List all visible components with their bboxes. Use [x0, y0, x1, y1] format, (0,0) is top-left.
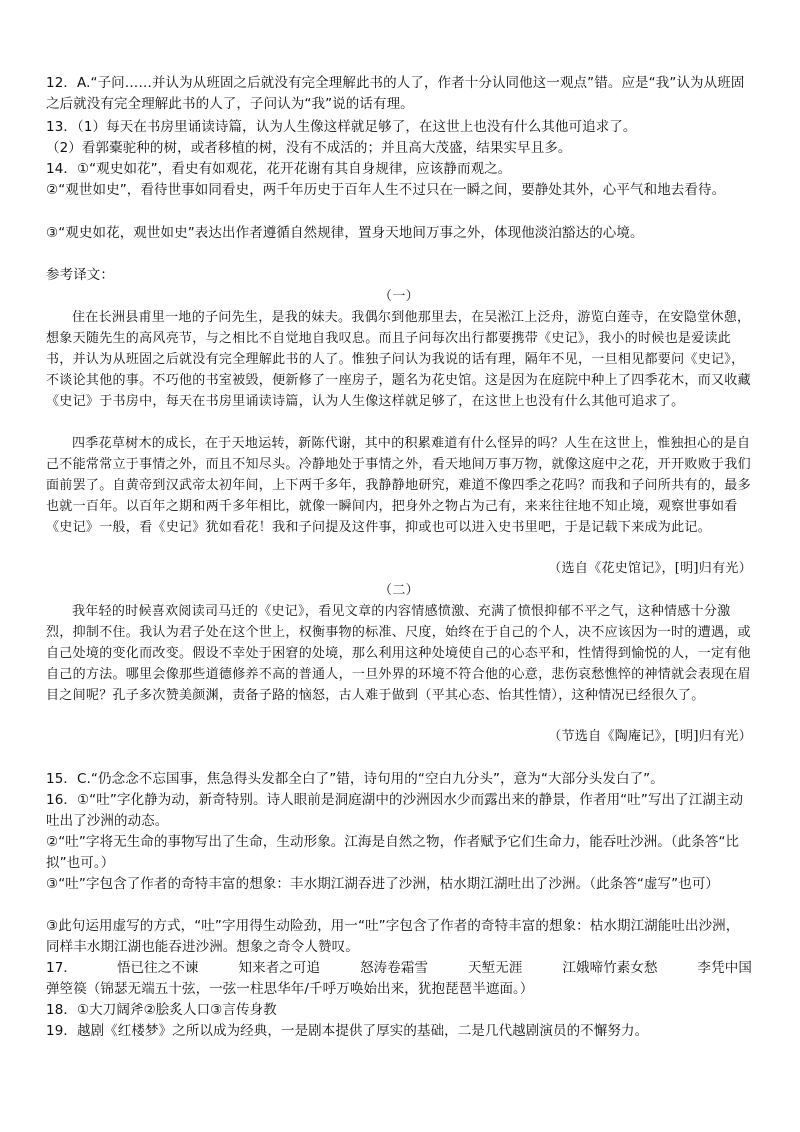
answer-17-continuation: 弹箜篌（锦瑟无端五十弦，一弦一柱思华年/千呼万唤始出来，犹抱琵琶半遮面。）: [46, 981, 534, 997]
answer-18: 18．①大刀阔斧②脍炙人口③言传身教: [46, 1002, 277, 1018]
answer-17-item: 江娥啼竹素女愁: [562, 960, 658, 976]
answer-17-item: 怒涛卷霜雪: [360, 960, 429, 976]
part1-source: （选自《花史馆记》，[明]归有光）: [548, 561, 752, 576]
answer-12: 12．A.“子问……并认为从班固之后就没有完全理解此书的人了，作者十分认同他这一观点”错。应是“我”认为从班固之后就没有完全理解此书的人了，子问认为“我”说的话有理。: [46, 75, 745, 112]
answer-14-2: ②“观世如史”，看待世事如同看史，两千年历史于百年人生不过只在一瞬之间，要静处其外，心平气和地去看待。: [46, 182, 726, 198]
answer-16-4: ③此句运用虚写的方式，“吐”字用得生动险劲，用一“吐”字包含了作者的奇特丰富的想象：枯水期江湖能吐出沙洲，同样丰水期江湖也能吞进沙洲。想象之奇令人赞叹。: [46, 918, 740, 955]
answer-13-1: 13．（1）每天在书房里诵读诗篇，认为人生像这样就足够了，在这世上也没有什么其他可追求了。: [46, 119, 637, 135]
answer-13-2: （2）看郭橐驼种的树，或者移植的树，没有不成活的；并且高大茂盛，结果实早且多。: [46, 140, 572, 156]
answer-14-1: 14．①“观史如花”，看史有如观花，花开花谢有其自身规律，应该静而观之。: [46, 161, 512, 177]
part2-title: （二）: [379, 583, 419, 598]
answer-15: 15．C.“仍念念不忘国事，焦急得头发都全白了”错，诗句用的“空白九分头”，意为“大部分头发白了”。: [46, 771, 664, 787]
answer-17-number: 17．: [46, 960, 77, 976]
part1-paragraph-1: 住在长洲县甫里一地的子问先生，是我的妹夫。我偶尔到他那里去，在吴淞江上泛舟，游览白莲寺，在安隐堂休憩，想象天随先生的高风亮节，与之相比不自觉地自我叹息。而且子问每次出行都要携带《史记》，我小的时候也是爱读此书，并认为从班固之后就没有完全理解此书的人了。惟独子问认为我说的话有理，隔年不见，一旦相见都要问《史记》，不谈论其他的事。不巧他的书室被毁，便新修了一座房子，题名为花史馆。这是因为在庭院中种上了四季花木，而又收藏《史记》于书房中，每天在书房里诵读诗篇，认为人生像这样就足够了，在这世上也没有什么其他可追求了。: [46, 310, 751, 409]
answer-16-2: ②“吐”字将无生命的事物写出了生命，生动形象。江海是自然之物，作者赋予它们生命力，能吞吐沙洲。（此条答“比拟”也可。）: [46, 834, 740, 871]
part1-title: （一）: [379, 289, 419, 304]
answer-16-1: 16．①“吐”字化静为动，新奇特别。诗人眼前是洞庭湖中的沙洲因水少而露出来的静景，作者用“吐”写出了江湖主动吐出了沙洲的动态。: [46, 792, 744, 829]
part2-paragraph-1: 我年轻的时候喜欢阅读司马迁的《史记》，看见文章的内容情感愤激、充满了愤恨抑郁不平之气，这种情感十分激烈，抑制不住。我认为君子处在这个世上，权衡事物的标准、尺度，始终在于自己的个人，决不应该因为一时的遭遇，或自己处境的变化而改变。假设不幸处于困窘的处境，那么利用这种处境使自己的心态平和，性情得到愉悦的人，一定有他自己的方法。哪里会像那些道德修养不高的普通人，一旦外界的环境不符合他的心意，悲伤哀愁憔悴的神情就会表现在眉目之间呢？孔子多次赞美颜渊，责备子路的恼怒，古人难于做到（平其心态、怡其性情），这种情况已经很久了。: [46, 604, 751, 703]
part2-source: （节选自《陶庵记》，[明]归有光）: [548, 729, 752, 744]
answer-17-line: [46, 958, 752, 979]
answer-14-3: ③“观史如花，观世如史”表达出作者遵循自然规律，置身天地间万事之外，体现他淡泊豁达的心境。: [46, 225, 644, 241]
answer-17-item: 知来者之可追: [238, 960, 321, 976]
part1-paragraph-2: 四季花草树木的成长，在于天地运转，新陈代谢，其中的积累难道有什么怪异的吗？人生在这世上，惟独担心的是自己不能常常立于事情之外，而且不知尽头。冷静地处于事情之外，看天地间万事万物，就像这庭中之花，开开败败于我们面前罢了。自黄帝到汉武帝太初年间，上下两千多年，我静静地研究，难道不像四季之花吗？而我和子问所共有的，最多也就一百年。以百年之期和两千多年相比，就像一瞬间内，把身外之物占为己有，来来往往地不知止境，观察世事如看《史记》一般，看《史记》犹如看花！我和子问提及这件事，抑或也可以进入史书里吧，于是记载下来成为此记。: [46, 436, 751, 535]
answer-16-3: ③“吐”字包含了作者的奇特丰富的想象：丰水期江湖吞进了沙洲，枯水期江湖吐出了沙洲。（此条答“虚写”也可）: [46, 876, 720, 892]
answer-17-item: 悟已往之不谏: [116, 960, 199, 976]
answer-17-item: 李凭中国: [697, 960, 752, 976]
translation-heading: 参考译文：: [46, 267, 114, 283]
answer-17-item: 天堑无涯: [468, 960, 523, 976]
answer-19: 19．越剧《红楼梦》之所以成为经典，一是剧本提供了厚实的基础，二是几代越剧演员的不懈努力。: [46, 1023, 649, 1039]
